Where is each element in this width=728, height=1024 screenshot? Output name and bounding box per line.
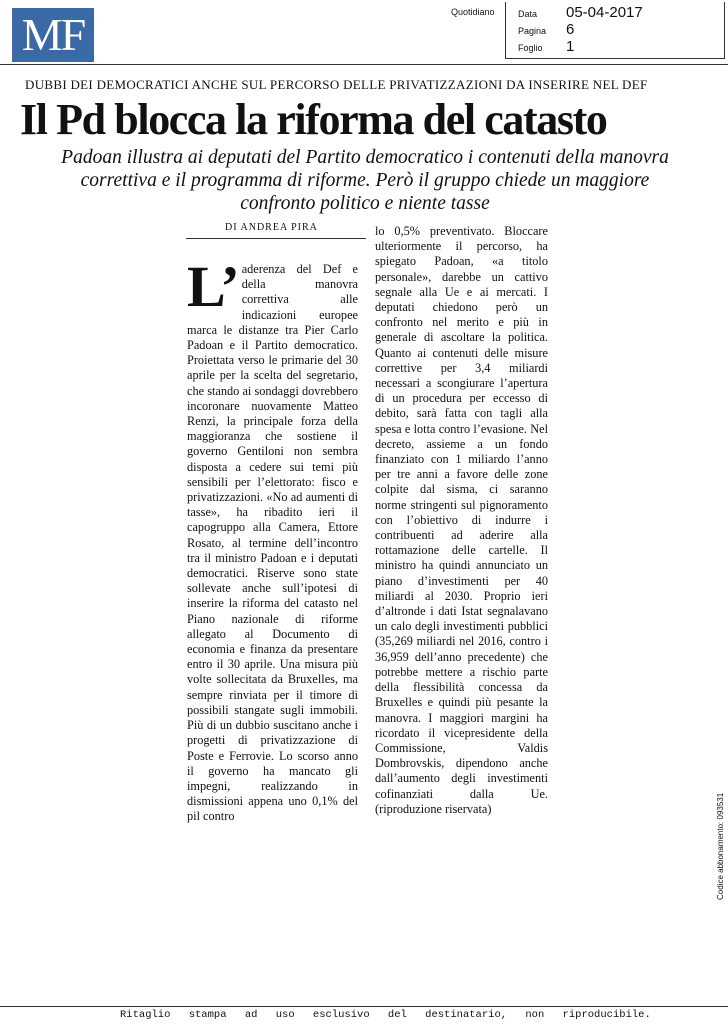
article-column-2: lo 0,5% preventivato. Bloccare ulteriormente il percorso, ha spiegato Padoan, «a titolo personale», darebbe un cattivo segnale alla Ue e ai mercati. I deputati chiedono però un confronto nel merito e più in generale di ascoltare la politica. Quanto ai contenuti delle misure correttive per 3,4 miliardi necessari a scongiurare l’apertura di un procedura per eccesso di debito, sarà fatta con tagli alla spesa e lotta contro l’evasione. Nel decreto, assieme a un fondo finanziato con 1 miliardo l’anno per tre anni a favore delle zone colpite dal sisma, ci saranno norme stringenti sul pignoramento con l’obiettivo di indurre i contribuenti ad aderire alla rottamazione delle cartelle. Il ministro ha quindi annunciato un piano d’investimenti per 40 miliardi al 2030. Proprio ieri d’altronde i dati Istat segnalavano un calo degli investimenti pubblici (35,269 miliardi nel 2016, contro i 36,959 dell’anno precedente) che potrebbe mettere a rischio parte della flessibilità concessa da Bruxelles e quindi più pesante la manovra. I maggiori margini ha ricordato il vicepresidente della Commissione, Valdis Dombrovskis, dipendono anche dall’aumento degli investimenti cofinanziati dalla Ue. (riproduzione riservata) [375,224,548,816]
date-label: Data [518,9,538,19]
column-1-text: aderenza del Def e della manovra correttiva alle indicazioni europee marca le distanze tra Pier Carlo Padoan e il Partito democratico. Proiettata verso le primarie del 30 aprile per la scelta del segretario, che stando ai sondaggi dovrebbero incoronare nuovamente Matteo Renzi, la principale forza della maggioranza che sostiene il governo Gentiloni non sembra disposta a cedere sui temi più sensibili per l’elettorato: fisco e privatizzazioni. «No ad aumenti di tasse», ha ribadito ieri il capogruppo alla Camera, Ettore Rosato, al termine dell’incontro tra il ministro Padoan e i deputati democratici. Riserve sono state sollevate anche sull’ipotesi di inserire la riforma del catasto nel Piano nazionale di riforme allegato al Documento di economia e finanza da presentare entro il 30 aprile. Una misura più volte sollecitata da Bruxelles, ma sempre rinviata per il timore di possibili stangate sugli immobili. Più di un dubbio suscitano anche i progetti di privatizzazione di Poste e Ferrovie. Lo scorso anno il governo ha mancato gli impegni, realizzando in dismissioni appena uno 0,1% del pil contro [187,262,358,824]
date-value: 05-04-2017 [566,4,643,21]
article-subhead: Padoan illustra ai deputati del Partito democratico i contenuti della manovra correttiva e il programma di riforme. Però il gruppo chiede un maggiore confronto politico e niente tasse [61,147,669,214]
sheet-label: Foglio [518,43,543,53]
article-headline: Il Pd blocca la riforma del catasto [20,95,607,144]
header-rule [0,64,728,65]
source-label: Quotidiano [451,7,495,17]
footer-rule [0,1006,728,1007]
article-byline: DI ANDREA PIRA [225,222,318,233]
dropcap: L’ [187,254,240,319]
article-kicker: DUBBI DEI DEMOCRATICI ANCHE SUL PERCORSO DELLE PRIVATIZZAZIONI DA INSERIRE NEL DEF [25,77,648,92]
sheet-row [518,38,574,55]
mf-logo: MF [12,8,94,62]
sheet-value: 1 [566,38,575,55]
footer-notice: Ritaglio stampa ad uso esclusivo del destinatario, non riproducibile. [120,1009,651,1021]
page-value: 6 [566,21,575,38]
date-row [518,4,643,21]
page-row [518,21,574,38]
subscription-code: Codice abbonamento: 093531 [716,792,725,900]
page-label: Pagina [518,26,547,36]
byline-rule [186,238,366,239]
article-column-1 [187,254,358,825]
meta-box [505,2,725,59]
